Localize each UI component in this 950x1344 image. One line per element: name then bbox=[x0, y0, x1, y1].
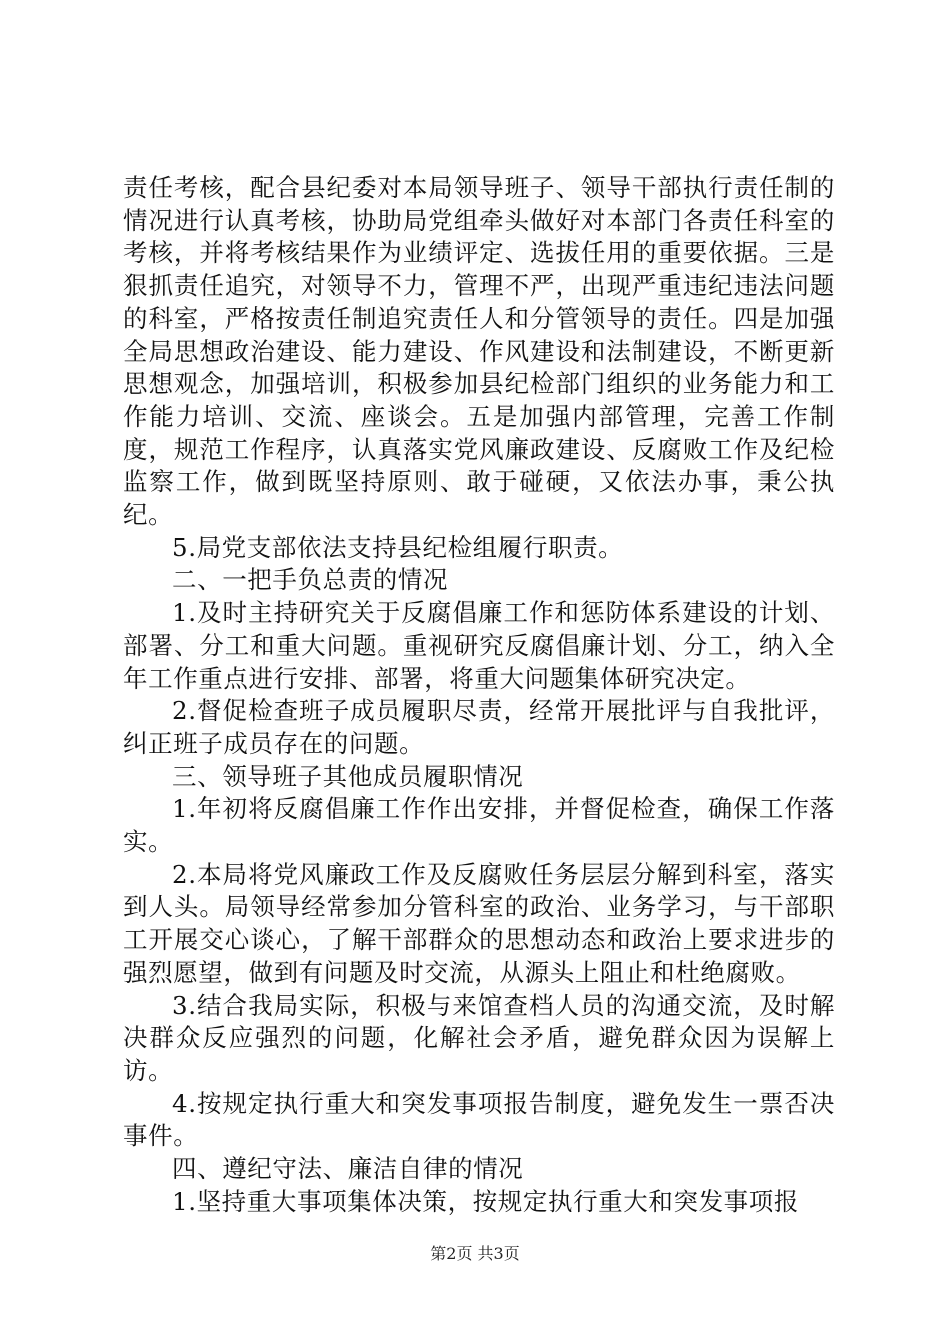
section-heading-2: 二、一把手负总责的情况 bbox=[172, 565, 449, 595]
section-heading-3: 三、领导班子其他成员履职情况 bbox=[172, 761, 524, 791]
paragraph-1: 责任考核，配合县纪委对本局领导班子、领导干部执行责任制的情况进行认真考核，协助局党组牵头做好对本部门各责任科室的考核，并将考核结果作为业绩评定、选拔任用的重要依据。三是狠抓责任追究，对领导不力，管理不严，出现严重违纪违法问题的科室，严格按责任制追究责任人和分管领导的责任。四是加强全局思想政治建设、能力建设、作风建设和法制建设，不断更新思想观念，加强培训，积极参加县纪检部门组织的业务能力和工作能力培训、交流、座谈会。五是加强内部管理，完善工作制度，规范工作程序，认真落实党风廉政建设、反腐败工作及纪检监察工作，做到既坚持原则、敢于碰硬，又依法办事，秉公执纪。 bbox=[123, 173, 835, 530]
paragraph-4: 1.及时主持研究关于反腐倡廉工作和惩防体系建设的计划、部署、分工和重大问题。重视研究反腐倡廉计划、分工，纳入全年工作重点进行安排、部署，将重大问题集体研究决定。 bbox=[123, 598, 835, 693]
paragraph-2: 5.局党支部依法支持县纪检组履行职责。 bbox=[172, 532, 624, 562]
section-heading-4: 四、遵纪守法、廉洁自律的情况 bbox=[172, 1154, 524, 1184]
paragraph-7: 1.年初将反腐倡廉工作作出安排，并督促检查，确保工作落实。 bbox=[123, 794, 835, 857]
paragraph-5: 2.督促检查班子成员履职尽责，经常开展批评与自我批评，纠正班子成员存在的问题。 bbox=[123, 696, 835, 758]
page-number-footer: 第2页 共3页 bbox=[430, 1244, 520, 1263]
paragraph-10: 4.按规定执行重大和突发事项报告制度，避免发生一票否决事件。 bbox=[123, 1088, 835, 1151]
paragraph-12: 1.坚持重大事项集体决策，按规定执行重大和突发事项报 bbox=[172, 1186, 799, 1216]
paragraph-8: 2.本局将党风廉政工作及反腐败任务层层分解到科室，落实到人头。局领导经常参加分管科室的政治、业务学习，与干部职工开展交心谈心，了解干部群众的思想动态和政治上要求进步的强烈愿望，做到有问题及时交流，从源头上阻止和杜绝腐败。 bbox=[123, 859, 835, 987]
document-body bbox=[123, 172, 835, 1219]
paragraph-9: 3.结合我局实际，积极与来馆查档人员的沟通交流，及时解决群众反应强烈的问题，化解社会矛盾，避免群众因为误解上访。 bbox=[123, 990, 835, 1085]
